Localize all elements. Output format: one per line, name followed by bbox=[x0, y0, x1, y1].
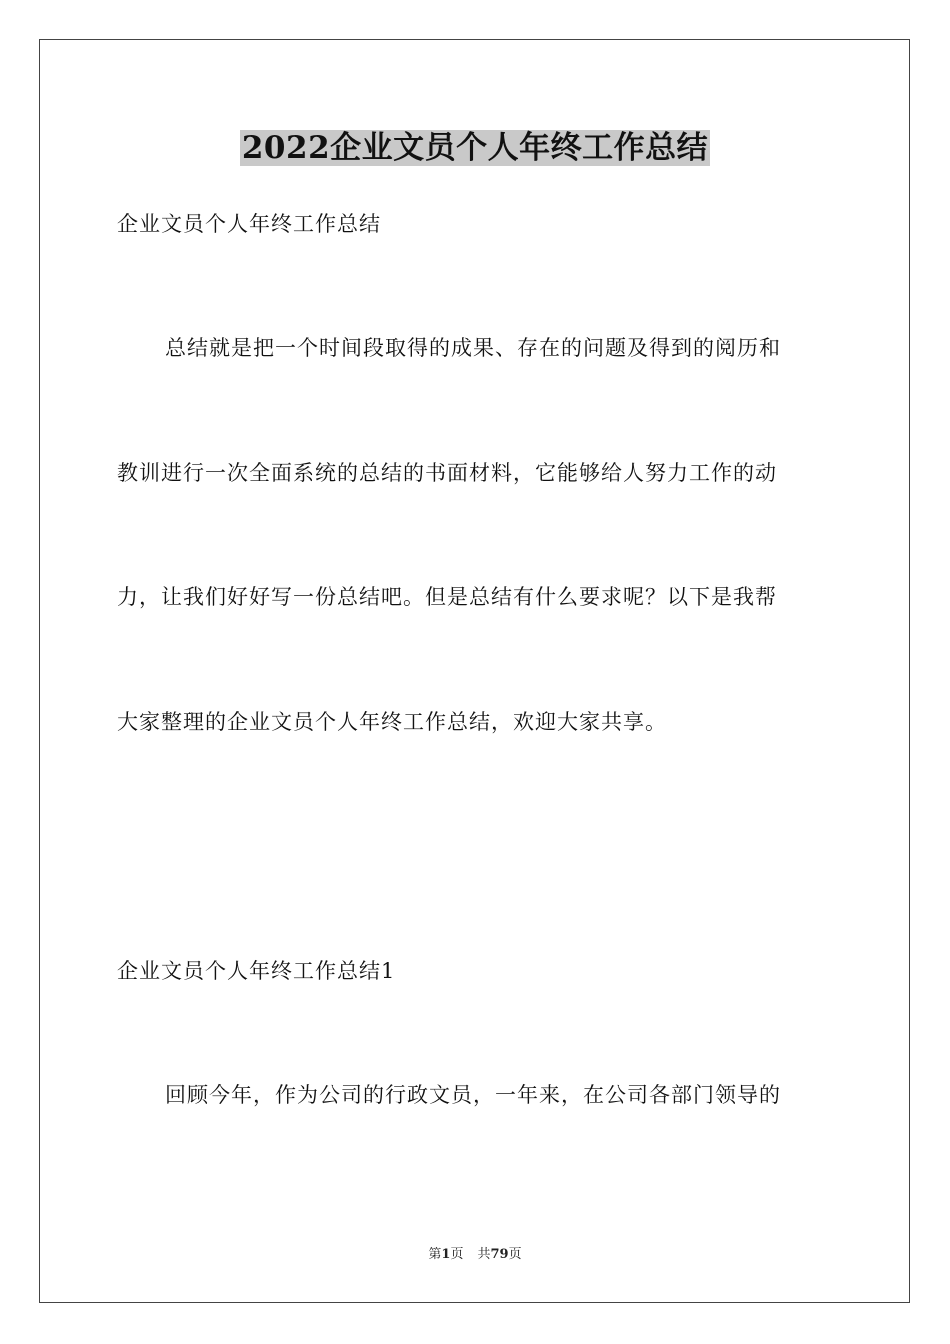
footer-page-prefix: 第 bbox=[428, 1247, 442, 1262]
footer-total-pages: 79 bbox=[490, 1247, 509, 1262]
intro-line-2: 教训进行一次全面系统的总结的书面材料，它能够给人努力工作的动 bbox=[117, 461, 777, 485]
document-subtitle: 企业文员个人年终工作总结 bbox=[117, 212, 381, 236]
section-heading: 企业文员个人年终工作总结1 bbox=[117, 959, 396, 983]
footer-total-prefix: 共 bbox=[477, 1247, 491, 1262]
document-title-text: 2022企业文员个人年终工作总结 bbox=[241, 130, 709, 166]
document-title bbox=[0, 126, 950, 170]
footer-total-suffix: 页 bbox=[508, 1247, 522, 1262]
intro-line-3: 力，让我们好好写一份总结吧。但是总结有什么要求呢？以下是我帮 bbox=[117, 585, 777, 609]
section-first-line: 回顾今年，作为公司的行政文员，一年来，在公司各部门领导的 bbox=[165, 1083, 781, 1107]
page-footer bbox=[0, 1246, 950, 1264]
intro-line-4: 大家整理的企业文员个人年终工作总结，欢迎大家共享。 bbox=[117, 710, 667, 734]
footer-page-suffix: 页 bbox=[450, 1247, 464, 1262]
footer-page-current: 1 bbox=[441, 1247, 451, 1262]
intro-line-1: 总结就是把一个时间段取得的成果、存在的问题及得到的阅历和 bbox=[165, 336, 781, 360]
